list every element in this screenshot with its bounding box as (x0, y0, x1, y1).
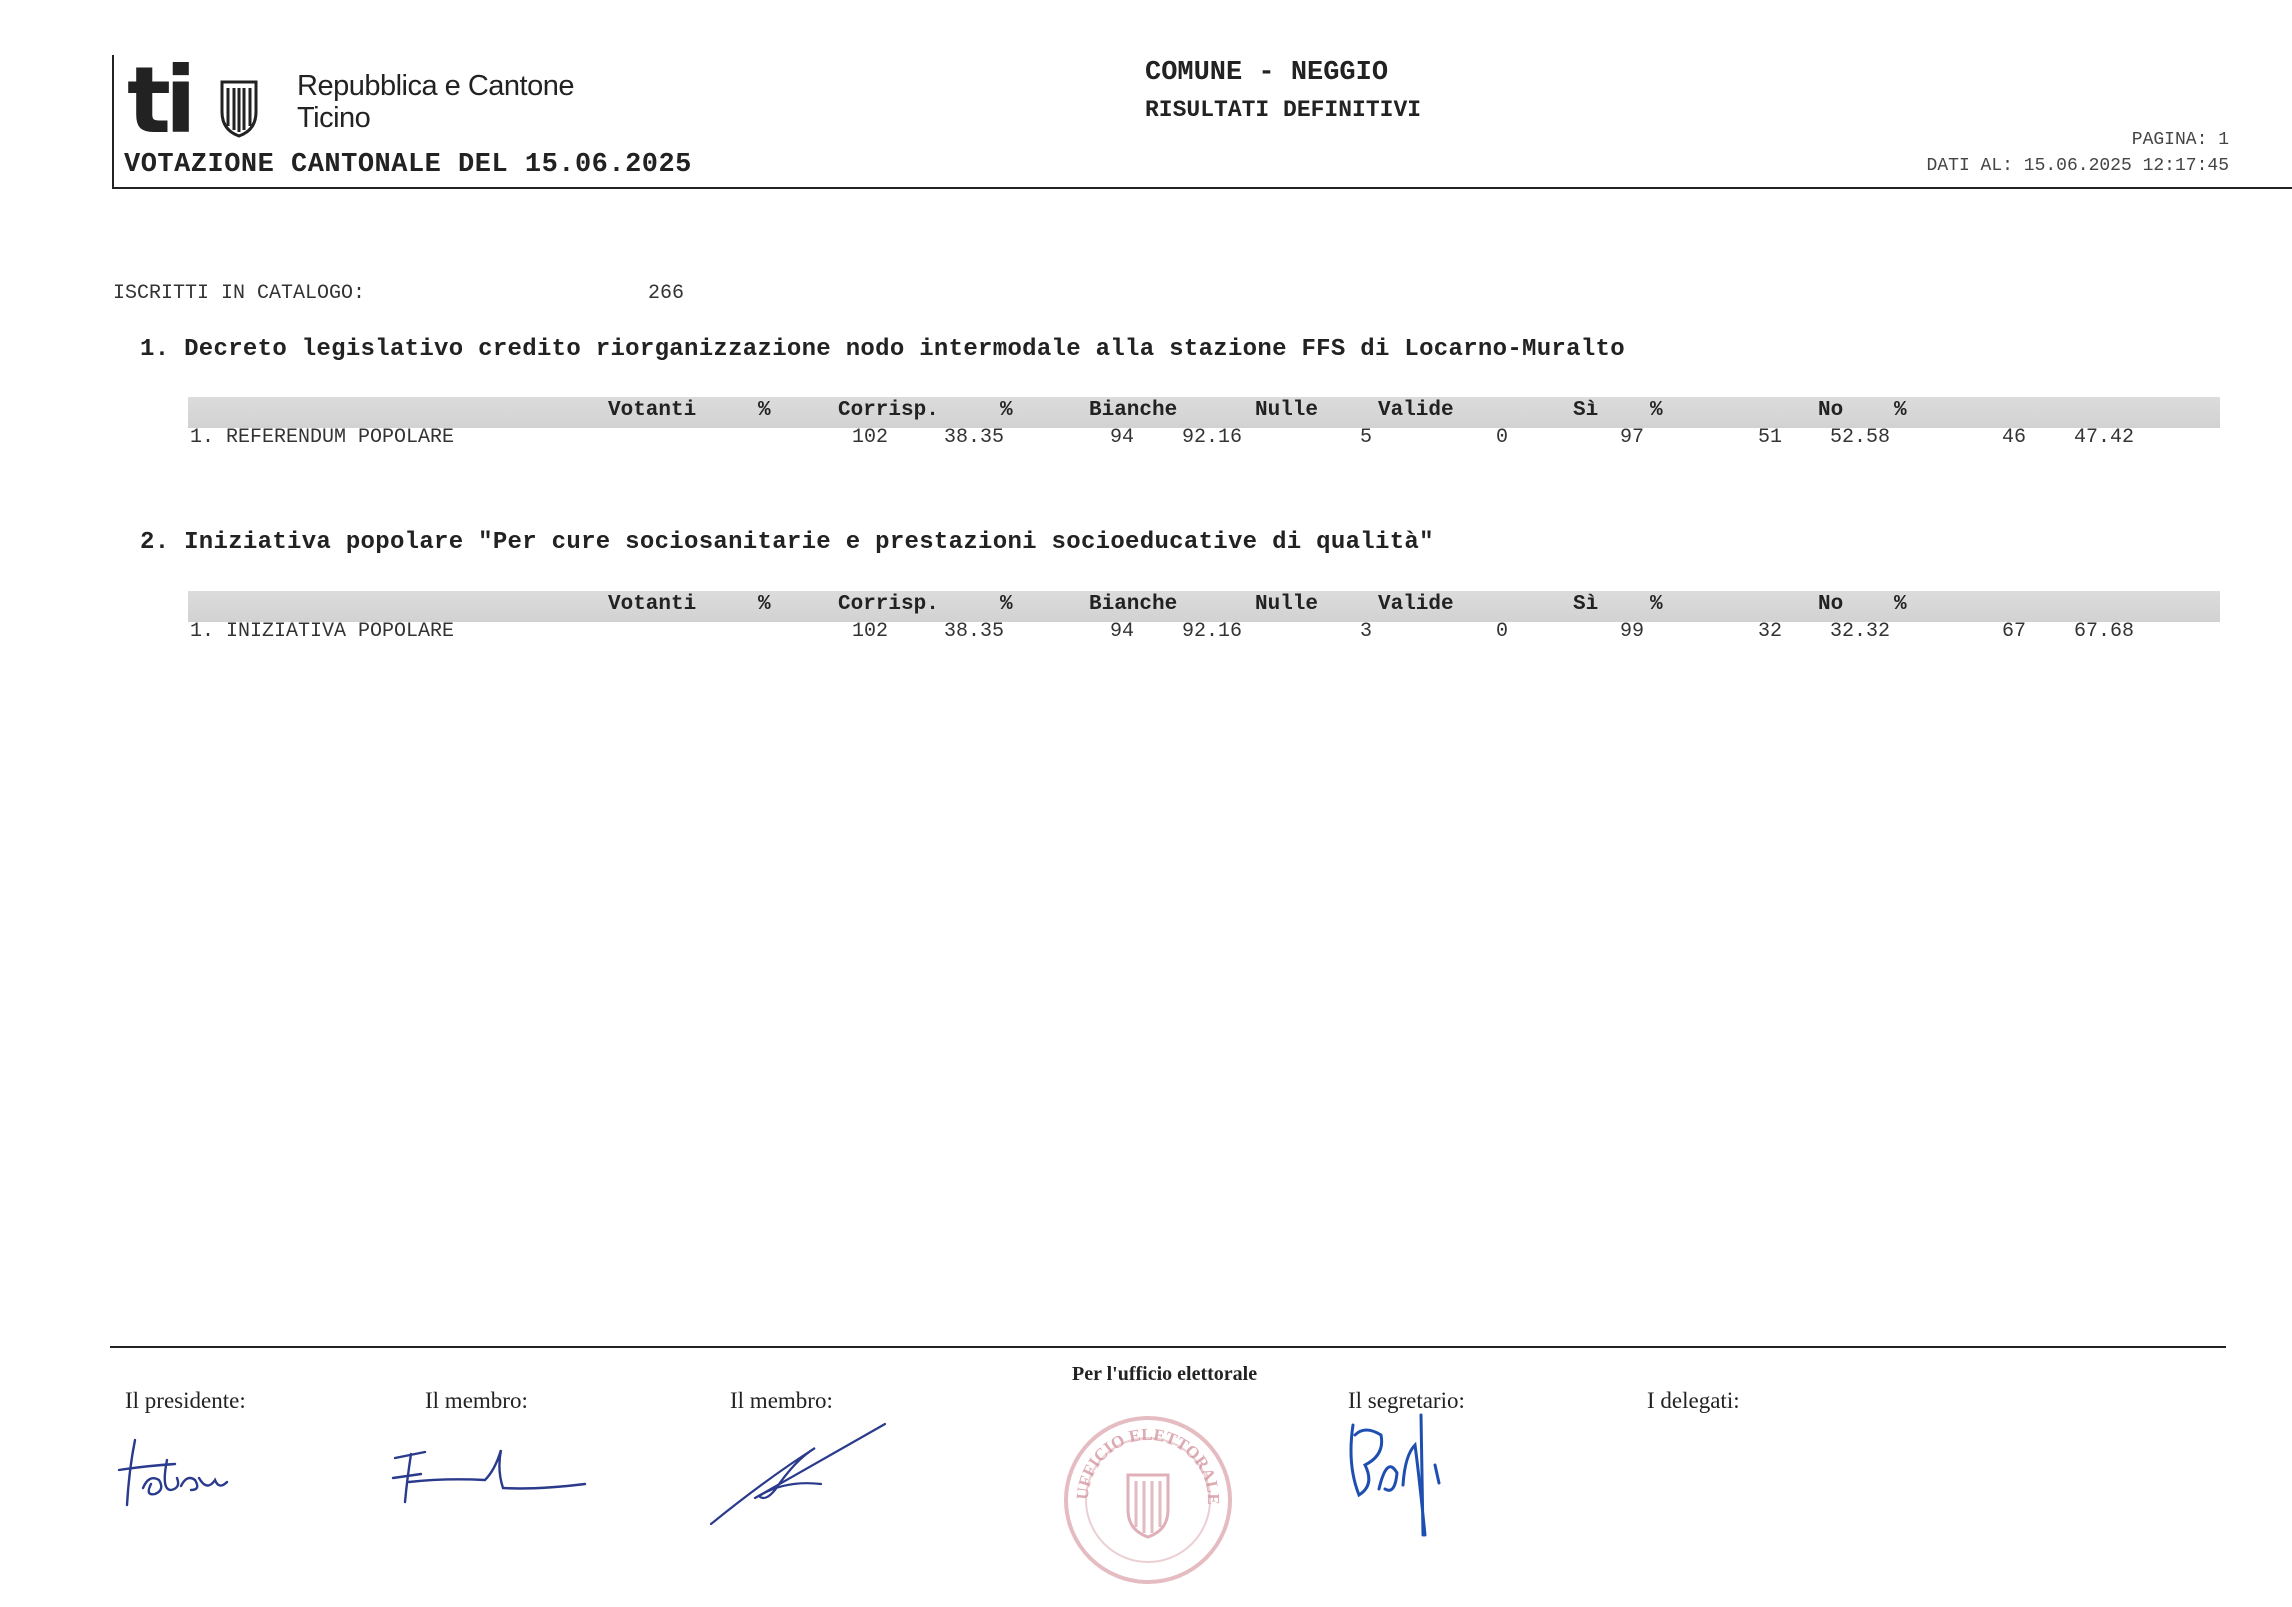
svg-text:UFFICIO ELETTORALE: UFFICIO ELETTORALE (1072, 1424, 1224, 1505)
si-value: 32 (1757, 620, 1782, 643)
col-corrisp-pct: % (1000, 593, 1013, 616)
col-corrisp: Corrisp. (838, 399, 939, 422)
col-votanti-pct: % (758, 399, 771, 422)
col-votanti: Votanti (608, 399, 697, 422)
registered-voters-value: 266 (648, 282, 685, 305)
col-corrisp: Corrisp. (838, 593, 939, 616)
results-status: RISULTATI DEFINITIVI (1145, 97, 1422, 123)
corrisp-value: 94 (1109, 620, 1134, 643)
question-2-title: 2. Iniziativa popolare "Per cure sociosanitarie e prestazioni socioeducative di qualità" (140, 529, 1434, 556)
member-1-label: Il membro: (425, 1388, 528, 1413)
col-votanti-pct: % (758, 593, 771, 616)
comune-name: COMUNE - NEGGIO (1145, 58, 1389, 88)
svg-text:ti: ti (127, 60, 191, 140)
vote-title: VOTAZIONE CANTONALE DEL 15.06.2025 (124, 150, 692, 180)
votanti-value: 102 (851, 620, 888, 643)
col-no-pct: % (1894, 593, 1907, 616)
cantone-line-2: Ticino (297, 102, 371, 134)
president-signature (115, 1430, 255, 1520)
cantone-line-1: Repubblica e Cantone (297, 70, 574, 102)
member-2-label: Il membro: (730, 1388, 833, 1413)
col-valide: Valide (1378, 593, 1454, 616)
no-value: 46 (2001, 426, 2026, 449)
no-pct-value: 67.68 (2073, 620, 2134, 643)
col-no-pct: % (1894, 399, 1907, 422)
corrisp-value: 94 (1109, 426, 1134, 449)
registered-voters-label: ISCRITTI IN CATALOGO: (113, 282, 366, 305)
col-no: No (1818, 399, 1844, 422)
col-nulle: Nulle (1255, 593, 1319, 616)
no-value: 67 (2001, 620, 2026, 643)
page-number: PAGINA: 1 (2131, 130, 2229, 150)
votanti-pct-value: 38.35 (943, 620, 1004, 643)
bianche-value: 3 (1359, 620, 1372, 643)
table-row (188, 424, 2220, 454)
si-value: 51 (1757, 426, 1782, 449)
votanti-pct-value: 38.35 (943, 426, 1004, 449)
valide-value: 97 (1619, 426, 1644, 449)
col-corrisp-pct: % (1000, 399, 1013, 422)
secretary-signature (1335, 1385, 1465, 1545)
president-label: Il presidente: (125, 1388, 246, 1413)
no-pct-value: 47.42 (2073, 426, 2134, 449)
col-valide: Valide (1378, 399, 1454, 422)
question-1-title: 1. Decreto legislativo credito riorganizzazione nodo intermodale alla stazione FFS di Locarno-Muralto (140, 336, 1625, 363)
footer-divider (110, 1346, 2226, 1348)
data-timestamp: DATI AL: 15.06.2025 12:17:45 (1926, 156, 2229, 176)
votanti-value: 102 (851, 426, 888, 449)
corrisp-pct-value: 92.16 (1181, 426, 1242, 449)
row-label: 1. INIZIATIVA POPOLARE (190, 620, 455, 643)
row-label: 1. REFERENDUM POPOLARE (190, 426, 455, 449)
bianche-value: 5 (1359, 426, 1372, 449)
cantone-name (297, 70, 574, 134)
coat-of-arms-icon (222, 82, 256, 136)
secretary-label: Il segretario: (1348, 1388, 1465, 1413)
ticino-logo (127, 60, 267, 140)
col-si: Sì (1573, 593, 1599, 616)
col-no: No (1818, 593, 1844, 616)
col-bianche: Bianche (1089, 399, 1178, 422)
col-si-pct: % (1650, 593, 1663, 616)
si-pct-value: 32.32 (1829, 620, 1890, 643)
col-si: Sì (1573, 399, 1599, 422)
delegates-label: I delegati: (1647, 1388, 1740, 1413)
col-votanti: Votanti (608, 593, 697, 616)
valide-value: 99 (1619, 620, 1644, 643)
si-pct-value: 52.58 (1829, 426, 1890, 449)
nulle-value: 0 (1495, 620, 1508, 643)
col-bianche: Bianche (1089, 593, 1178, 616)
col-nulle: Nulle (1255, 399, 1319, 422)
member-1-signature (385, 1440, 595, 1520)
table-row (188, 618, 2220, 648)
member-2-signature (705, 1420, 895, 1530)
col-si-pct: % (1650, 399, 1663, 422)
nulle-value: 0 (1495, 426, 1508, 449)
electoral-office-label: Per l'ufficio elettorale (1072, 1363, 1258, 1385)
electoral-office-stamp (1058, 1405, 1238, 1595)
corrisp-pct-value: 92.16 (1181, 620, 1242, 643)
